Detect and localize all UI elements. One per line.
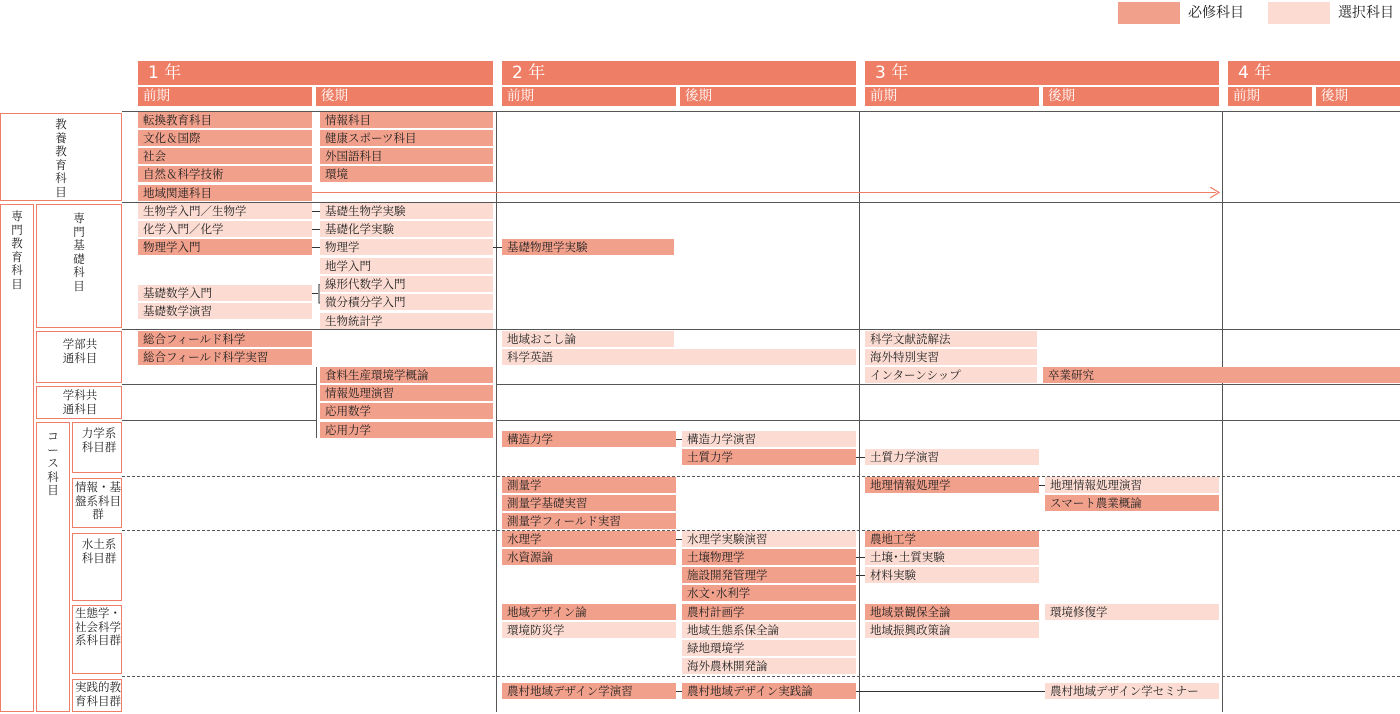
- subject-box: 微分積分学入門: [320, 294, 493, 310]
- year-1-header: 1 年: [138, 61, 493, 85]
- subject-box: 測量学フィールド実習: [502, 513, 676, 529]
- bracket-line: [316, 367, 317, 438]
- subject-box: 測量学基礎実習: [502, 495, 676, 511]
- subject-box: 卒業研究: [1043, 367, 1400, 383]
- row-divider: [122, 420, 316, 421]
- category-course-label: コース科目: [47, 429, 59, 497]
- subject-box: 海外特別実習: [865, 349, 1037, 365]
- subject-box: 農村地域デザイン学セミナー: [1045, 683, 1219, 699]
- subject-box: 応用力学: [320, 422, 493, 438]
- subject-box: 環境修復学: [1045, 604, 1219, 620]
- legend-elective-label: 選択科目: [1338, 5, 1394, 21]
- subject-box: 土壌物理学: [682, 549, 856, 565]
- subject-box: 化学入門／化学: [138, 221, 312, 237]
- subject-box: 情報処理演習: [320, 385, 493, 401]
- subject-box: 地域振興政策論: [865, 622, 1039, 638]
- y2-first-semester: 前期: [502, 87, 676, 106]
- subject-box: 土質力学演習: [865, 449, 1039, 465]
- subject-box: 土壌･土質実験: [865, 549, 1039, 565]
- subject-box: 基礎物理学実験: [502, 239, 674, 255]
- subject-box: 文化＆国際: [138, 130, 312, 146]
- subject-box: 地域おこし論: [502, 331, 674, 347]
- subject-box: 地域生態系保全論: [682, 622, 856, 638]
- subject-box: 転換教育科目: [138, 112, 312, 128]
- row-divider: [122, 202, 1400, 203]
- subject-box: 水文･水利学: [682, 585, 856, 601]
- row-divider: [122, 384, 316, 385]
- subject-box: 水理学: [502, 531, 676, 547]
- legend-required-label: 必修科目: [1188, 5, 1244, 21]
- subject-box: 情報科目: [320, 112, 493, 128]
- subject-box: 線形代数学入門: [320, 276, 493, 292]
- y3-second-semester: 後期: [1043, 87, 1219, 106]
- subject-box: 基礎数学演習: [138, 303, 312, 319]
- subject-box: 基礎生物学実験: [320, 203, 493, 219]
- subject-box: 地学入門: [320, 258, 493, 274]
- subject-box: 基礎化学実験: [320, 221, 493, 237]
- subject-box: 構造力学: [502, 431, 676, 447]
- subject-box: 地域関連科目: [138, 185, 312, 201]
- group-joho-label: 情報・基盤系科目群: [75, 480, 121, 521]
- connector-arrow: [312, 192, 1216, 193]
- y4-first-semester: 前期: [1228, 87, 1312, 106]
- category-gakka-label: 学科共通科目: [62, 388, 98, 416]
- subject-box: 食料生産環境学概論: [320, 367, 493, 383]
- subject-box: 農村地域デザイン学演習: [502, 683, 676, 699]
- subject-box: 海外農林開発論: [682, 658, 856, 674]
- subject-box: 土質力学: [682, 449, 856, 465]
- subject-box: スマート農業概論: [1045, 495, 1219, 511]
- subject-box: 応用数学: [320, 403, 493, 419]
- subject-box: 水理学実験演習: [682, 531, 856, 547]
- subject-box: 環境防災学: [502, 622, 676, 638]
- subject-box: 物理学: [320, 239, 493, 255]
- row-divider: [496, 420, 1400, 421]
- subject-box: 材料実験: [865, 567, 1039, 583]
- subject-box: 科学文献読解法: [865, 331, 1037, 347]
- subject-box: 構造力学演習: [682, 431, 856, 447]
- subject-box: 生物統計学: [320, 313, 493, 329]
- y2-second-semester: 後期: [680, 87, 856, 106]
- subject-box: 科学英語: [502, 349, 856, 365]
- group-jissen-label: 実践的教育科目群: [75, 680, 121, 708]
- year-2-header: 2 年: [502, 61, 856, 85]
- category-kyoyo-label: 教養教育科目: [55, 117, 67, 199]
- row-divider: [496, 384, 1400, 385]
- subject-box: 社会: [138, 148, 312, 164]
- y1-second-semester: 後期: [316, 87, 493, 106]
- subject-box: 総合フィールド科学: [138, 331, 312, 347]
- legend-elective-swatch: [1268, 2, 1330, 24]
- subject-box: 地域景観保全論: [865, 604, 1039, 620]
- subject-box: 農村計画学: [682, 604, 856, 620]
- year-4-header: 4 年: [1228, 61, 1400, 85]
- group-divider: [122, 676, 1400, 677]
- subject-box: 基礎数学入門: [138, 285, 312, 301]
- subject-box: インターンシップ: [865, 367, 1037, 383]
- subject-box: 生物学入門／生物学: [138, 203, 312, 219]
- subject-box: 水資源論: [502, 549, 676, 565]
- legend-required-swatch: [1118, 2, 1180, 24]
- subject-box: 農地工学: [865, 531, 1039, 547]
- subject-box: 環境: [320, 166, 493, 182]
- y4-second-semester: 後期: [1316, 87, 1400, 106]
- row-divider: [122, 111, 1400, 112]
- row-divider: [122, 329, 1400, 330]
- y1-first-semester: 前期: [138, 87, 312, 106]
- subject-box: 外国語科目: [320, 148, 493, 164]
- group-seitai-label: 生態学・社会科学系科目群: [75, 606, 121, 647]
- category-kiso-label: 専門基礎科目: [73, 211, 85, 293]
- group-rikigaku-label: 力学系科目群: [81, 426, 117, 454]
- subject-box: 地理情報処理学: [865, 477, 1039, 493]
- subject-box: 自然＆科学技術: [138, 166, 312, 182]
- group-suido-label: 水土系科目群: [81, 537, 117, 565]
- subject-box: 地理情報処理演習: [1045, 477, 1219, 493]
- arrow-head-icon: [1210, 187, 1220, 199]
- category-senmon-label: 専門教育科目: [11, 209, 23, 291]
- category-gakubu-label: 学部共通科目: [62, 337, 98, 365]
- subject-box: 総合フィールド科学実習: [138, 349, 312, 365]
- subject-box: 農村地域デザイン実践論: [682, 683, 856, 699]
- connector-line: [856, 691, 1046, 692]
- year-3-header: 3 年: [865, 61, 1219, 85]
- subject-box: 施設開発管理学: [682, 567, 856, 583]
- subject-box: 測量学: [502, 477, 676, 493]
- subject-box: 健康スポーツ科目: [320, 130, 493, 146]
- subject-box: 緑地環境学: [682, 640, 856, 656]
- y3-first-semester: 前期: [865, 87, 1039, 106]
- subject-box: 物理学入門: [138, 239, 312, 255]
- subject-box: 地域デザイン論: [502, 604, 676, 620]
